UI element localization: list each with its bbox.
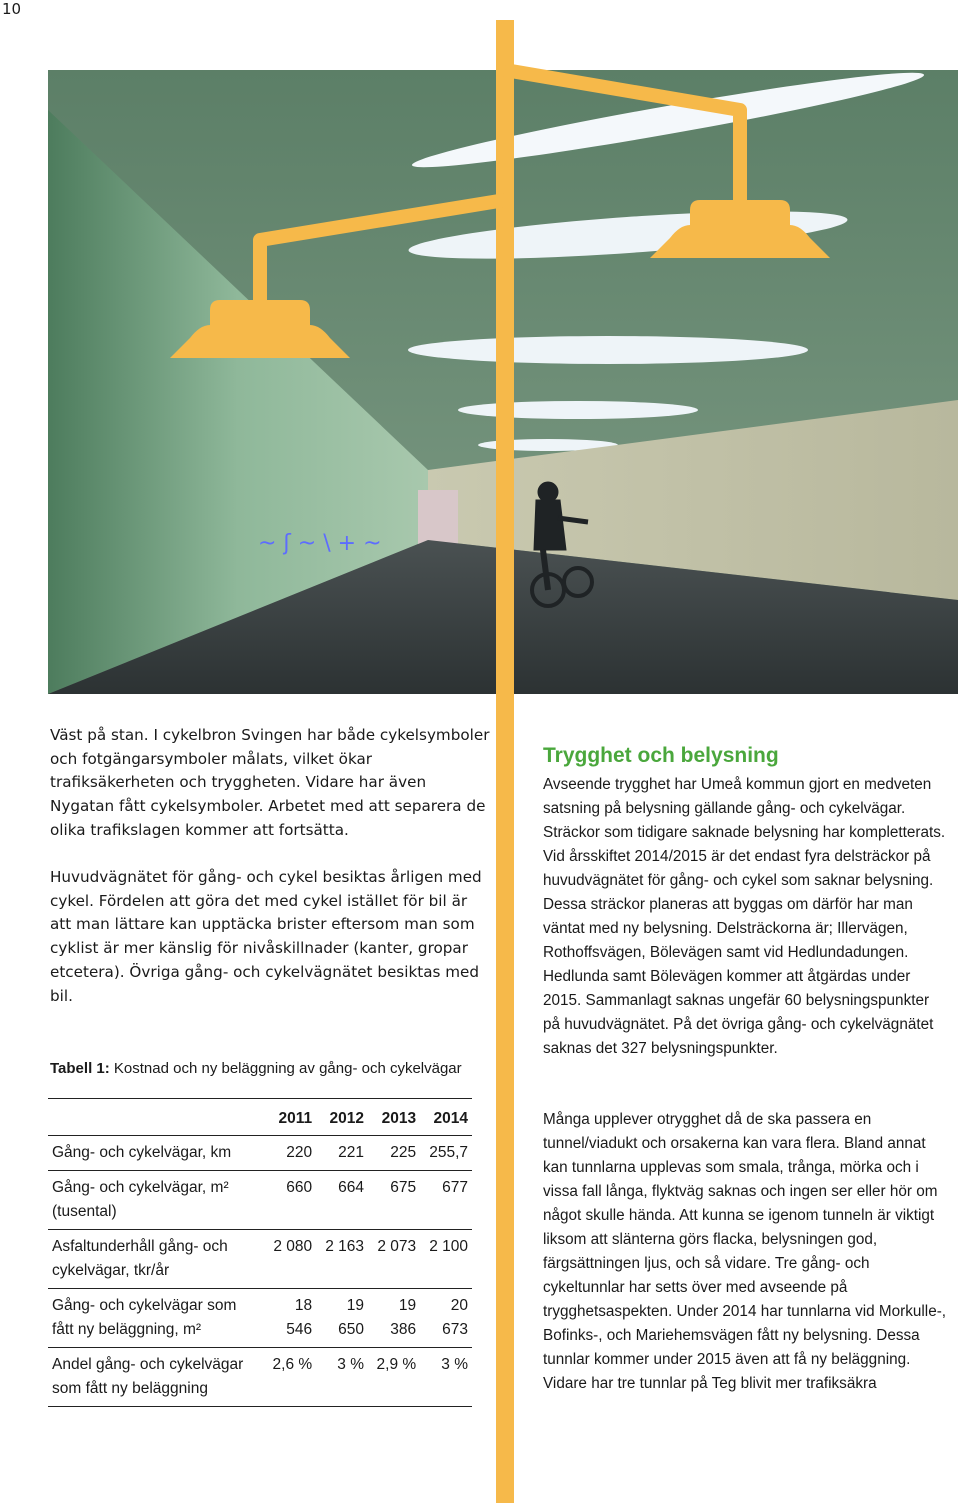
cell-value: 2 163 [325, 1238, 364, 1255]
cell-value: 2 100 [429, 1238, 468, 1255]
row-label: Asfaltunderhåll gång- och cykelvägar, tkr/år [52, 1238, 228, 1279]
table-title [50, 1060, 462, 1077]
header-year: 2014 [433, 1110, 468, 1127]
table-row [48, 1230, 472, 1289]
page-number: 10 [2, 0, 22, 18]
header-year: 2012 [329, 1110, 364, 1127]
cell-value: 18 546 [286, 1297, 313, 1338]
cell-value: 255,7 [429, 1144, 468, 1161]
left-body-text: Huvudvägnätet för gång- och cykel besiktas årligen med cykel. Fördelen att göra det med cykel istället för bil är att man lättare kan upptäcka brister eftersom man som cyklist är mer känslig för nivåskillnader (kanter, gropar etcetera). Övriga gång- och cykelvägnätet besiktas med bil. [50, 868, 482, 1005]
header-blank [48, 1099, 264, 1136]
table-row [48, 1136, 472, 1171]
header-year: 2011 [278, 1110, 313, 1127]
section-heading: Trygghet och belysning [543, 744, 779, 767]
tunnel-photo [48, 70, 958, 694]
row-label: Gång- och cykelvägar, km [52, 1144, 232, 1161]
cell-value: 675 [390, 1179, 417, 1196]
table-header-row [48, 1099, 472, 1136]
cell-value: 3 % [441, 1356, 468, 1373]
table-row [48, 1171, 472, 1230]
cell-value: 2 080 [273, 1238, 313, 1255]
right-body-1 [543, 773, 948, 1061]
svg-text:~ ʃ ~ \ + ~: ~ ʃ ~ \ + ~ [258, 531, 382, 556]
cell-value: 19 650 [338, 1297, 364, 1338]
cell-value: 2 073 [377, 1238, 417, 1255]
cell-value: 2,6 % [272, 1356, 313, 1373]
cell-value: 3 % [337, 1356, 364, 1373]
left-body [50, 866, 490, 1008]
cell-value: 225 [390, 1144, 417, 1161]
row-label: Gång- och cykelvägar som fått ny beläggning, m² [52, 1297, 237, 1338]
header-year: 2013 [381, 1110, 417, 1127]
cell-value: 2,9 % [376, 1356, 417, 1373]
cell-value: 19 386 [390, 1297, 417, 1338]
table-row [48, 1289, 472, 1348]
photo-caption [50, 724, 490, 843]
cell-value: 20 673 [442, 1297, 468, 1338]
caption-text: Väst på stan. I cykelbron Svingen har både cykelsymboler och fotgängarsymboler målats, vilket ökar trafiksäkerheten och tryggheten. Vidare har även Nygatan fått cykelsymboler. Arbetet med att separera de olika trafikslagen kommer att fortsätta. [50, 726, 490, 839]
table-title-text: Kostnad och ny beläggning av gång- och cykelvägar [109, 1060, 462, 1077]
right-body-1-text: Avseende trygghet har Umeå kommun gjort en medveten satsning på belysning gällande gång- och cykelvägar. Sträckor som tidigare saknade belysning har kompletterats. Vid årsskiftet 2014/2015 är det endast fyra delsträckor på huvudvägnätet för gång- och cykel som saknar belysning. Dessa sträckor planeras att byggas om därför har man väntat med ny belysning. Delsträckorna är; Illervägen, Rothoffsvägen, Bölevägen samt vid Hedlundadungen. Hedlunda samt Bölevägen kommer att åtgärdas under 2015. Sammanlagt saknas ungefär 60 belysningspunkter på huvudvägnätet. På det övriga gång- och cykelvägnätet saknas det 327 belysningspunkter. [543, 776, 946, 1057]
cell-value: 677 [442, 1179, 468, 1196]
cell-value: 660 [286, 1179, 313, 1196]
cell-value: 664 [338, 1179, 364, 1196]
cost-table [48, 1098, 472, 1407]
row-label: Gång- och cykelvägar, m² (tusental) [52, 1179, 229, 1220]
table-row [48, 1348, 472, 1407]
row-label: Andel gång- och cykelvägar som fått ny beläggning [52, 1356, 244, 1397]
right-body-2 [543, 1108, 948, 1396]
right-body-2-text: Många upplever otrygghet då de ska passera en tunnel/viadukt och orsakerna kan vara flera. Bland annat kan tunnlarna upplevas som smala, trånga, mörka och i vissa fall långa, flyktväg saknas och ingen ser eller hör om något skulle hända. Att kunna se igenom tunneln är viktigt liksom att slänterna görs flacka, belysningen god, färgsättningen ljus, och så vidare. Tre gång- och cykeltunnlar har setts över med avseende på trygghetsaspekten. Under 2014 har tunnlarna vid Morkulle-, Bofinks-, och Mariehemsvägen fått ny belysning. Dessa tunnlar kommer under 2015 även att få ny beläggning. Vidare har tre tunnlar på Teg blivit mer trafiksäkra [543, 1111, 947, 1392]
cell-value: 221 [338, 1144, 364, 1161]
table-title-label: Tabell 1: [50, 1060, 110, 1077]
cell-value: 220 [286, 1144, 313, 1161]
